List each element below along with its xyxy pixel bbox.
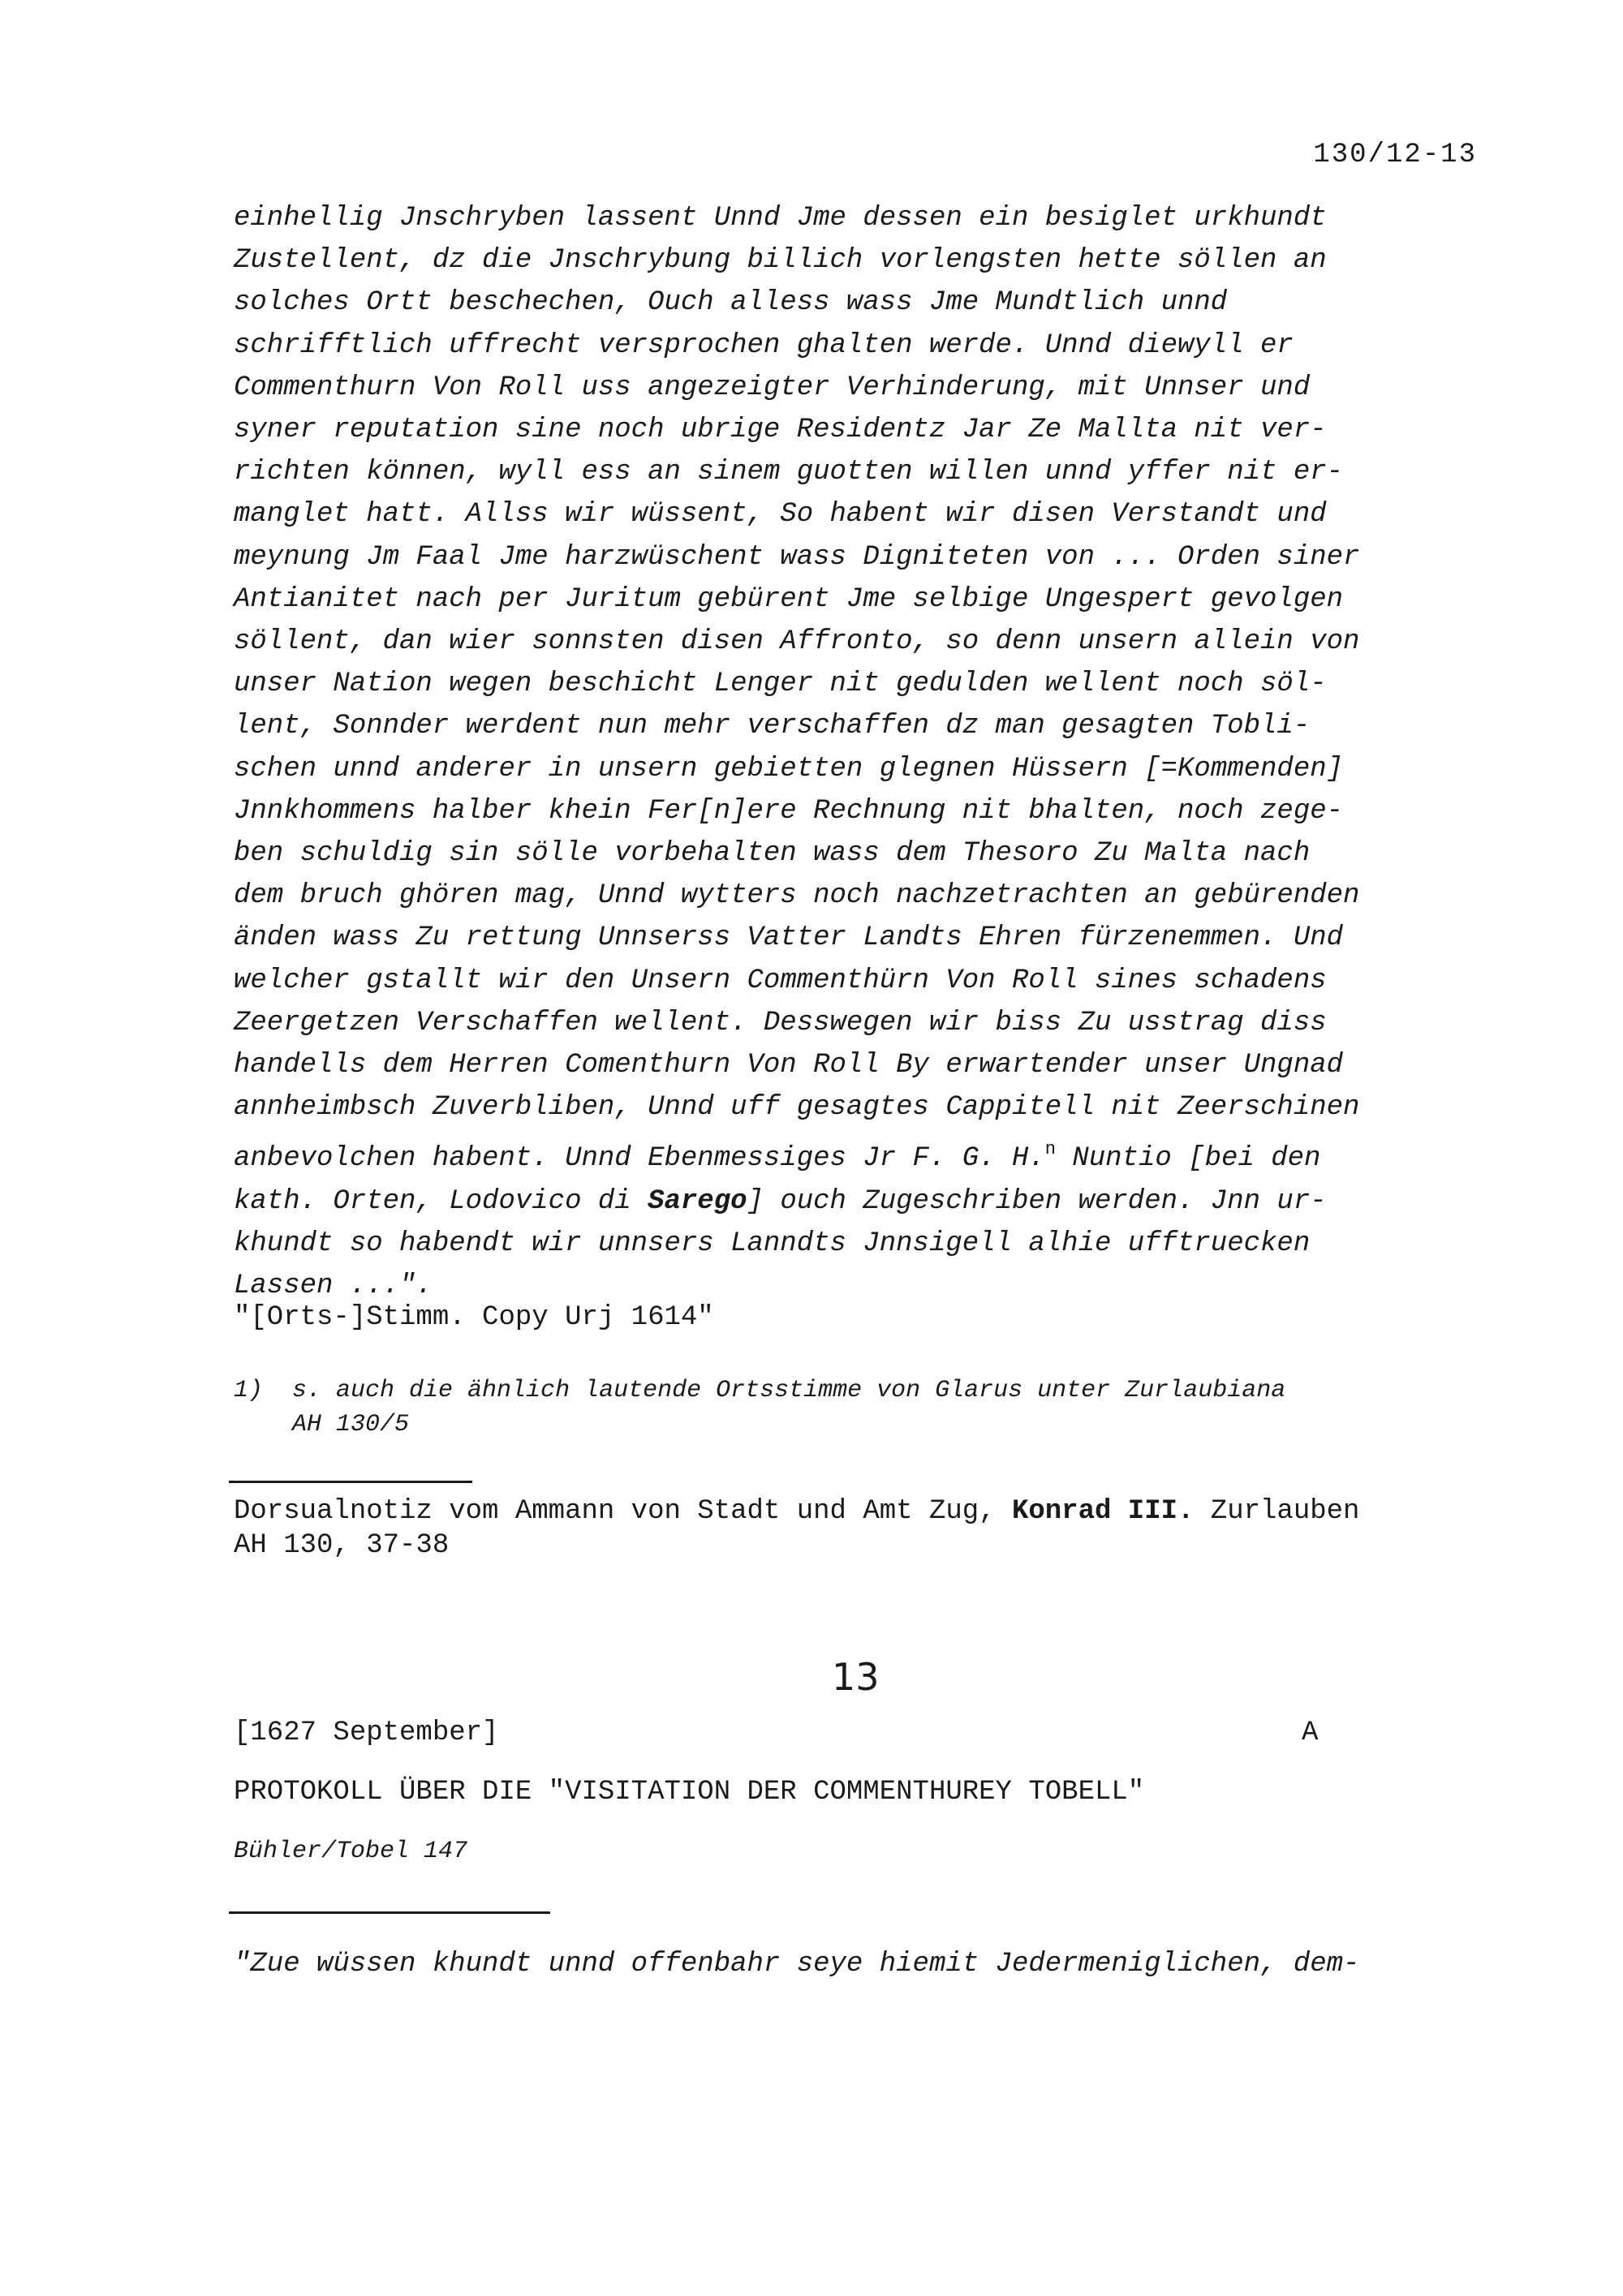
document-source: Bühler/Tobel 147 [234,1838,468,1865]
section-divider [229,1481,472,1483]
footnote: 1) s. auch die ähnlich lautende Ortsstimme von Glarus unter Zurlaubiana AH 130/5 [234,1377,1286,1438]
dorsal-note-prefix: Dorsualnotiz vom Ammann von Stadt und Amt Zug, [234,1496,1012,1527]
page-reference: 130/12-13 [1313,140,1477,170]
dorsal-note [234,1494,1359,1563]
document-title: PROTOKOLL ÜBER DIE "VISITATION DER COMMENTHUREY TOBELL" [234,1777,1145,1808]
section-divider-2 [229,1911,550,1914]
dorsal-note-suffix: Zurlauben AH 130, 37-38 [234,1496,1360,1561]
superscript-n: n [1044,1139,1056,1160]
name-sarego: Sarego [648,1185,747,1217]
document-letter: A [1302,1718,1319,1748]
body-text-part-3: ] ouch Zugeschriben werden. Jnn ur- khundt so habendt wir unnsers Lanndts Jnnsigell alhie ufftruecken Lassen ...". [234,1185,1327,1302]
quote-opening-line: "Zue wüssen khundt unnd offenbahr seye hiemit Jedermeniglichen, dem- [234,1949,1360,1980]
dorsal-note-name: Konrad III. [1011,1496,1195,1527]
stimm-copy-line: "[Orts-]Stimm. Copy Urj 1614" [234,1302,714,1333]
document-body-text [234,197,1500,1307]
document-number: 13 [832,1655,880,1699]
document-date: [1627 September] [234,1718,499,1748]
body-text-part-1: einhellig Jnschryben lassent Unnd Jme dessen ein besiglet urkhundt Zustellent, dz die Jnschrybung billich vorlengsten hette söllen an solches Ortt beschechen, Ouch alless wass Jme Mundtlich unnd schrifftlich uffrecht versprochen ghalten werde. Unnd diewyll er Commenthurn Von Roll uss angezeigter Verhinderung, mit Unnser und syner reputation sine noch ubrige Residentz Jar Ze Mallta nit ver- richten können, wyll ess an sinem guotten willen unnd yffer nit er- manglet hatt. Allss wir wüssent, So habent wir disen Verstandt und meynung Jm Faal Jme harzwüschent wass Digniteten von ... Orden siner Antianitet nach per Juritum gebürent Jme selbige Ungespert gevolgen söllent, dan wier sonnsten disen Affronto, so denn unsern allein von unser Nation wegen beschicht Lenger nit gedulden wellent noch söl- lent, Sonnder werdent nun mehr verschaffen dz man gesagten Tobli- schen unnd anderer in unsern gebietten glegnen Hüssern [=Kommenden] Jnnkhommens halber khein Fer[n]ere Rechnung nit bhalten, noch zege- ben schuldig sin sölle vorbehalten wass dem Thesoro Zu Malta nach dem bruch ghören mag, Unnd wytters noch nachzetrachten an gebürenden änden wass Zu rettung Unnserss Vatter Landts Ehren fürzenemmen. Und welcher gstallt wir den Unsern Commenthürn Von Roll sines schadens Zeergetzen Verschaffen wellent. Desswegen wir biss Zu usstrag diss handells dem Herren Comenthurn Von Roll By erwartender unser Ungnad annheimbsch Zuverbliben, Unnd uff gesagtes Cappitell nit Zeerschinen anbevolchen habent. Unnd Ebenmessiges Jr F. G. H. [234,203,1360,1175]
body-text-part-2: Nuntio [bei den kath. Orten, Lodovico di [234,1143,1321,1217]
